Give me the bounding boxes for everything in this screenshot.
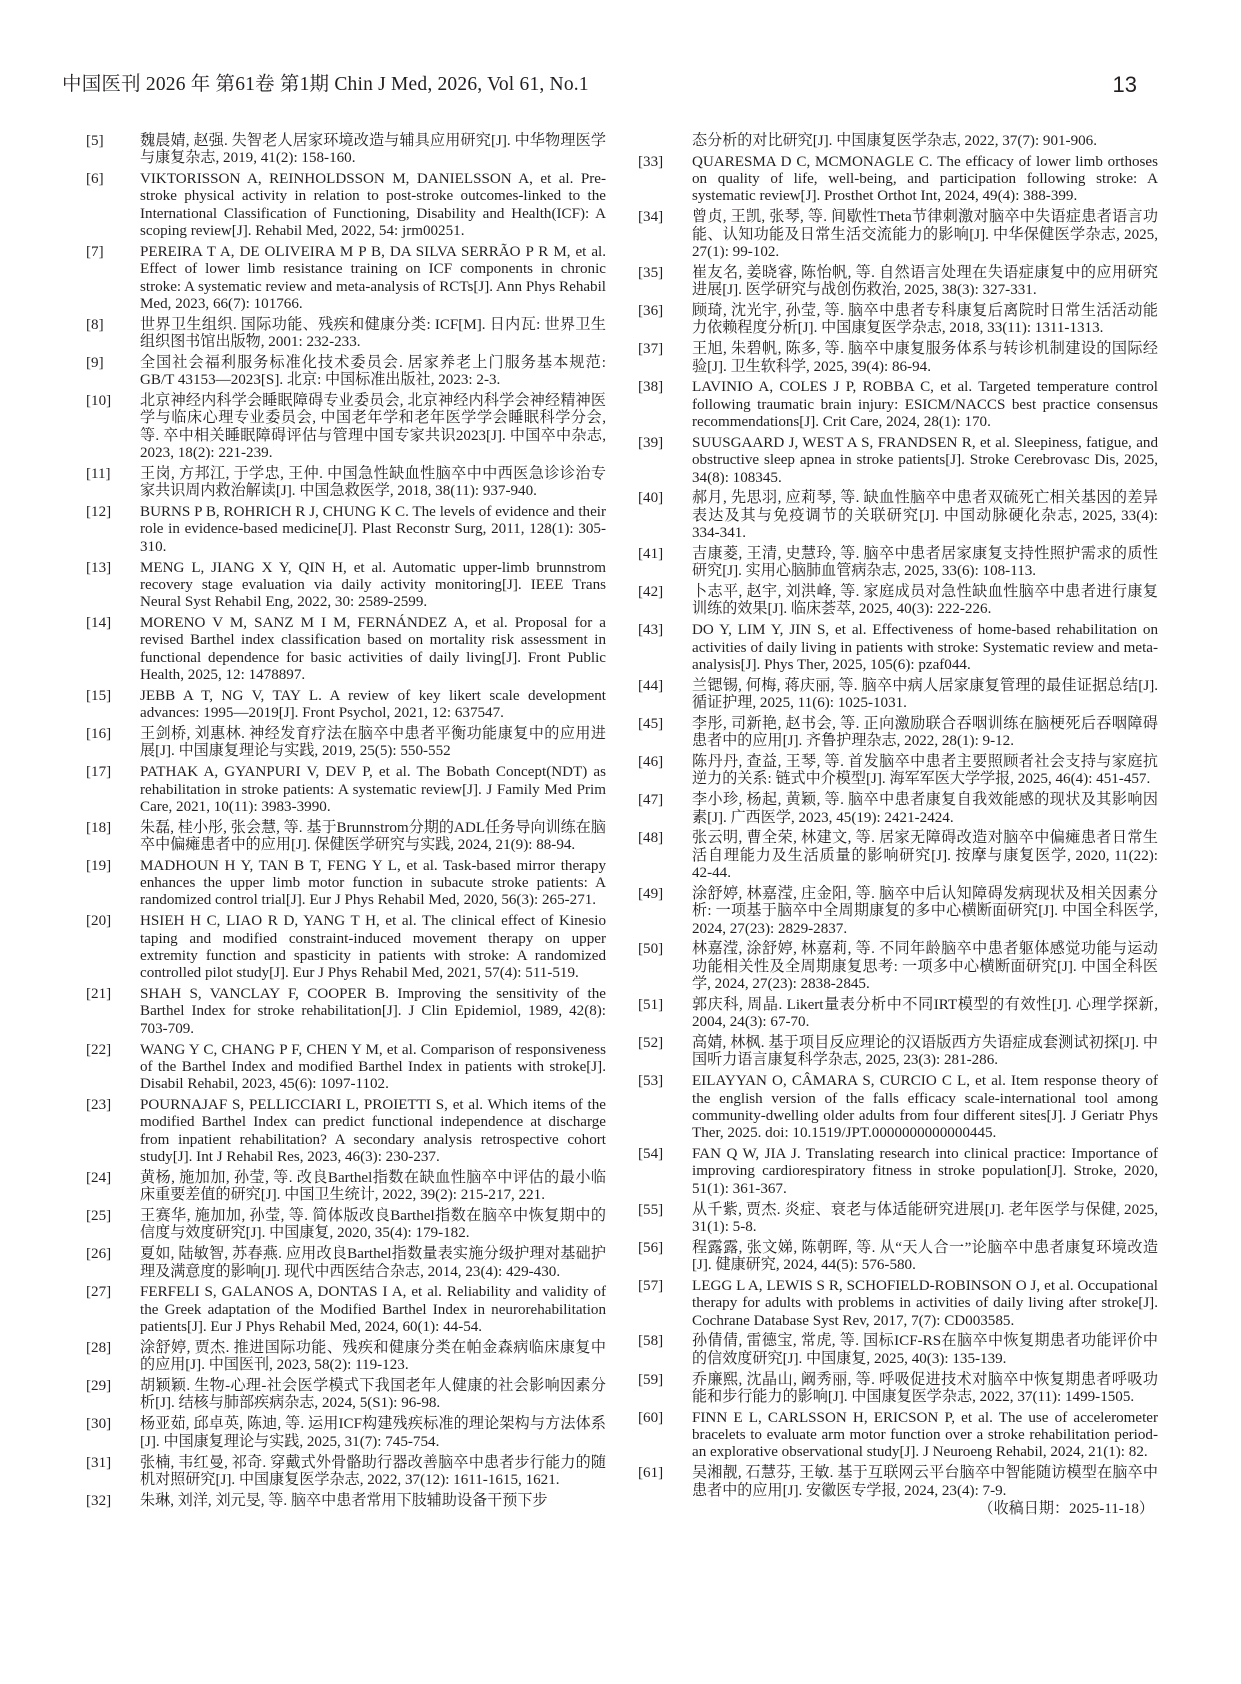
reference-item <box>86 1208 606 1243</box>
reference-number: [11] <box>86 465 111 482</box>
reference-number: [23] <box>86 1097 112 1114</box>
reference-number: [14] <box>86 615 112 632</box>
reference-text: 朱磊, 桂小彤, 张会慧, 等. 基于Brunnstrom分期的ADL任务导向训练在脑卒中偏瘫患者中的应用[J]. 保健医学研究与实践, 2024, 21(9): 88-94. <box>140 819 606 853</box>
reference-number: [17] <box>86 764 112 781</box>
reference-item <box>638 1073 1158 1142</box>
reference-item <box>638 490 1158 542</box>
reference-number: [27] <box>86 1284 112 1301</box>
reference-item <box>638 209 1158 261</box>
page-number: 13 <box>1112 72 1137 97</box>
reference-number: [40] <box>638 490 664 507</box>
reference-text: 李彤, 司新艳, 赵书会, 等. 正向激励联合吞咽训练在脑梗死后吞咽障碍患者中的应用[J]. 齐鲁护理杂志, 2022, 28(1): 9-12. <box>692 715 1158 750</box>
reference-item <box>86 1097 606 1166</box>
reference-item <box>638 1240 1158 1275</box>
reference-number: [7] <box>86 243 104 260</box>
reference-item <box>638 546 1158 581</box>
reference-number: [36] <box>638 303 664 320</box>
reference-number: [58] <box>638 1333 664 1350</box>
reference-item <box>86 764 606 816</box>
reference-text: 魏晨婧, 赵强. 失智老人居家环境改造与辅具应用研究[J]. 中华物理医学与康复杂志, 2019, 41(2): 158-160. <box>140 133 606 167</box>
reference-list-right <box>638 133 1158 1519</box>
reference-item <box>86 1493 606 1510</box>
reference-text: SUUSGAARD J, WEST A S, FRANDSEN R, et al. Sleepiness, fatigue, and obstructive sleep apnea in stroke patients[J]. Stroke Cerebrovasc Dis, 2025, 34(8): 108345. <box>692 434 1158 486</box>
reference-text: 郭庆科, 周晶. Likert量表分析中不同IRT模型的有效性[J]. 心理学探新, 2004, 24(3): 67-70. <box>692 996 1158 1031</box>
reference-number: [15] <box>86 687 112 704</box>
reference-number: [28] <box>86 1339 112 1356</box>
reference-item <box>86 133 606 168</box>
reference-text: VIKTORISSON A, REINHOLDSSON M, DANIELSSON A, et al. Pre-stroke physical activity in relation to post-stroke outcomes-linked to the International Classification of Functioning, Disability and Health(ICF): A scoping review[J]. Rehabil Med, 2022, 54: jrm00251. <box>140 171 606 240</box>
reference-text: 李小珍, 杨起, 黄颖, 等. 脑卒中患者康复自我效能感的现状及其影响因素[J]. 广西医学, 2023, 45(19): 2421-2424. <box>692 792 1158 826</box>
reference-text: EILAYYAN O, CÂMARA S, CURCIO C L, et al. Item response theory of the english version of the falls efficacy scale-international tool among community-dwelling older adults from four different sites[J]. J Geriatr Phys Ther, 2025. doi: 10.1519/JPT.0000000000000445. <box>692 1073 1158 1142</box>
reference-text: 程露露, 张文娣, 陈朝晖, 等. 从“天人合一”论脑卒中患者康复环境改造[J]. 健康研究, 2024, 44(5): 576-580. <box>692 1239 1158 1274</box>
reference-text: LEGG L A, LEWIS S R, SCHOFIELD-ROBINSON O J, et al. Occupational therapy for adults with problems in activities of daily living after stroke[J]. Cochrane Database Syst Rev, 2017, 7(7): CD003585. <box>692 1277 1158 1329</box>
reference-number: [32] <box>86 1492 112 1509</box>
reference-text: 高婧, 林枫. 基于项目反应理论的汉语版西方失语症成套测试初探[J]. 中国听力语言康复科学杂志, 2025, 23(3): 281-286. <box>692 1035 1158 1069</box>
reference-number: [10] <box>86 393 112 410</box>
reference-item <box>86 986 606 1038</box>
reference-number: [38] <box>638 379 664 396</box>
reference-text: MENG L, JIANG X Y, QIN H, et al. Automatic upper-limb brunnstrom recovery stage evaluation via daily activity monitoring[J]. IEEE Trans Neural Syst Rehabil Eng, 2022, 30: 2589-2599. <box>140 559 606 611</box>
page-header <box>62 68 1182 104</box>
reference-item <box>86 1378 606 1413</box>
reference-number: [35] <box>638 264 664 281</box>
received-date: （收稿日期：2025-11-18） <box>978 1501 1154 1518</box>
reference-number: [61] <box>638 1465 664 1482</box>
reference-number: [51] <box>638 996 664 1013</box>
reference-item <box>86 355 606 390</box>
reference-text: 胡颖颖. 生物-心理-社会医学模式下我国老年人健康的社会影响因素分析[J]. 结核与肺部疾病杂志, 2024, 5(S1): 96-98. <box>140 1378 606 1412</box>
reference-text: MORENO V M, SANZ M I M, FERNÁNDEZ A, et al. Proposal for a revised Barthel index classification based on mortality risk assessment in functional dependence for basic activities of daily living[J]. Front Public Health, 2025, 12: 1478897. <box>140 615 606 683</box>
reference-item <box>638 341 1158 376</box>
reference-item <box>638 584 1158 619</box>
reference-number: [30] <box>86 1416 112 1433</box>
reference-text: 曾贞, 王凯, 张琴, 等. 间歇性Theta节律刺激对脑卒中失语症患者语言功能、认知功能及日常生活交流能力的影响[J]. 中华保健医学杂志, 2025, 27(1): 99-102. <box>692 209 1158 260</box>
reference-number: [52] <box>638 1035 664 1052</box>
reference-text: 崔友名, 姜晓睿, 陈怡帆, 等. 自然语言处理在失语症康复中的应用研究进展[J]. 医学研究与战创伤救治, 2025, 38(3): 327-331. <box>692 264 1158 299</box>
reference-number: [54] <box>638 1146 664 1163</box>
reference-number: [33] <box>638 153 664 170</box>
reference-text: FINN E L, CARLSSON H, ERICSON P, et al. The use of accelerometer bracelets to evaluate arm motor function over a stroke rehabilitation period-an explorative observational study[J]. J Neuroeng Rehabil, 2024, 21(1): 82. <box>692 1409 1158 1461</box>
reference-number: [45] <box>638 715 664 732</box>
reference-item <box>638 830 1158 882</box>
reference-text: 林嘉滢, 涂舒婷, 林嘉莉, 等. 不同年龄脑卒中患者躯体感觉功能与运动功能相关性及全周期康复思考: 一项多中心横断面研究[J]. 中国全科医学, 2024, 27(23): 2838-2845. <box>692 941 1158 993</box>
reference-text: 朱琳, 刘洋, 刘元旻, 等. 脑卒中患者常用下肢辅助设备干预下步 <box>140 1492 548 1509</box>
reference-text: 涂舒婷, 贾杰. 推进国际功能、残疾和健康分类在帕金森病临床康复中的应用[J]. 中国医刊, 2023, 58(2): 119-123. <box>140 1339 606 1374</box>
reference-text: WANG Y C, CHANG P F, CHEN Y M, et al. Comparison of responsiveness of the Barthel Index and modified Barthel Index in patients with stroke[J]. Disabil Rehabil, 2023, 45(6): 1097-1102. <box>140 1041 606 1093</box>
reference-text: 孙倩倩, 雷德宝, 常虎, 等. 国标ICF-RS在脑卒中恢复期患者功能评价中的信效度研究[J]. 中国康复, 2025, 40(3): 135-139. <box>692 1333 1158 1367</box>
reference-number: [55] <box>638 1201 664 1218</box>
reference-item <box>86 1340 606 1375</box>
reference-item <box>86 1042 606 1094</box>
reference-item <box>86 1246 606 1281</box>
reference-text: PEREIRA T A, DE OLIVEIRA M P B, DA SILVA SERRÃO P R M, et al. Effect of lower limb resistance training on ICF components in chronic stroke: A systematic review and meta-analysis of RCTs[J]. Ann Phys Rehabil Med, 2023, 66(7): 101766. <box>140 243 606 312</box>
reference-item <box>638 133 1158 150</box>
reference-item <box>86 913 606 982</box>
reference-text: 王旭, 朱碧帆, 陈多, 等. 脑卒中康复服务体系与转诊机制建设的国际经验[J]. 卫生软科学, 2025, 39(4): 86-94. <box>692 341 1158 375</box>
reference-item <box>638 997 1158 1032</box>
reference-text: 卜志平, 赵宇, 刘洪峰, 等. 家庭成员对急性缺血性脑卒中患者进行康复训练的效果[J]. 临床荟萃, 2025, 40(3): 222-226. <box>692 584 1158 618</box>
reference-number: [12] <box>86 504 112 521</box>
reference-item <box>86 504 606 556</box>
reference-number: [5] <box>86 133 104 149</box>
reference-number: [9] <box>86 354 104 371</box>
reference-item <box>638 1465 1158 1500</box>
reference-item <box>638 303 1158 338</box>
running-title: 中国医刊 2026 年 第61卷 第1期 Chin J Med, 2026, Vol 61, No.1 <box>62 74 589 95</box>
reference-number: [43] <box>638 622 664 639</box>
reference-text: JEBB A T, NG V, TAY L. A review of key likert scale development advances: 1995—2019[J]. Front Psychol, 2021, 12: 637547. <box>140 687 606 722</box>
reference-number: [22] <box>86 1041 112 1058</box>
reference-item <box>638 1035 1158 1070</box>
reference-number: [29] <box>86 1378 112 1395</box>
reference-number: [16] <box>86 726 112 743</box>
reference-text: HSIEH H C, LIAO R D, YANG T H, et al. The clinical effect of Kinesio taping and modified constraint-induced movement therapy on upper extremity function and spasticity in patients with stroke: A randomized controlled pilot study[J]. Eur J Phys Rehabil Med, 2021, 57(4): 511-519. <box>140 913 606 982</box>
reference-number: [6] <box>86 171 104 188</box>
reference-number: [13] <box>86 559 112 576</box>
reference-number: [8] <box>86 316 104 333</box>
reference-number: [20] <box>86 913 112 930</box>
reference-item <box>86 820 606 855</box>
reference-item <box>638 1146 1158 1198</box>
reference-item <box>638 1372 1158 1407</box>
reference-item <box>86 726 606 761</box>
reference-text: 杨亚茹, 邱卓英, 陈迪, 等. 运用ICF构建残疾标准的理论架构与方法体系[J]. 中国康复理论与实践, 2025, 31(7): 745-754. <box>140 1416 606 1450</box>
reference-number: [46] <box>638 754 664 771</box>
reference-text: 从千紫, 贾杰. 炎症、衰老与体适能研究进展[J]. 老年医学与保健, 2025, 31(1): 5-8. <box>692 1201 1158 1235</box>
reference-number: [42] <box>638 584 664 601</box>
reference-number: [39] <box>638 434 664 451</box>
reference-text: SHAH S, VANCLAY F, COOPER B. Improving the sensitivity of the Barthel Index for stroke rehabilitation[J]. J Clin Epidemiol, 1989, 42(8): 703-709. <box>140 986 606 1037</box>
reference-number: [60] <box>638 1409 664 1426</box>
reference-text: 王赛华, 施加加, 孙莹, 等. 简体版改良Barthel指数在脑卒中恢复期中的信度与效度研究[J]. 中国康复, 2020, 35(4): 179-182. <box>140 1208 606 1242</box>
reference-text: 全国社会福利服务标准化技术委员会. 居家养老上门服务基本规范: GB/T 43153—2023[S]. 北京: 中国标准出版社, 2023: 2-3. <box>140 354 606 389</box>
reference-item <box>86 1170 606 1205</box>
reference-item <box>86 244 606 313</box>
reference-number: [37] <box>638 341 664 358</box>
reference-item <box>86 171 606 240</box>
reference-number: [26] <box>86 1246 112 1263</box>
reference-item <box>86 858 606 910</box>
reference-item <box>86 560 606 612</box>
reference-list-left <box>86 133 606 1514</box>
reference-number: [47] <box>638 792 664 809</box>
reference-number: [57] <box>638 1277 664 1294</box>
reference-text: QUARESMA D C, MCMONAGLE C. The efficacy of lower limb orthoses on quality of life, well-being, and participation following stroke: A systematic review[J]. Prosthet Orthot Int, 2024, 49(4): 388-399. <box>692 153 1158 205</box>
reference-item <box>638 1202 1158 1237</box>
reference-item <box>638 678 1158 713</box>
reference-text: 乔廉熙, 沈晶山, 阚秀丽, 等. 呼吸促进技术对脑卒中恢复期患者呼吸功能和步行能力的影响[J]. 中国康复医学杂志, 2022, 37(11): 1499-1505. <box>692 1371 1158 1405</box>
reference-item <box>638 622 1158 674</box>
reference-text: 张云明, 曹全荣, 林建文, 等. 居家无障碍改造对脑卒中偏瘫患者日常生活自理能力及生活质量的影响研究[J]. 按摩与康复医学, 2020, 11(22): 42-44. <box>692 830 1158 882</box>
reference-number: [18] <box>86 819 112 836</box>
reference-text: 吉康菱, 王清, 史慧玲, 等. 脑卒中患者居家康复支持性照护需求的质性研究[J]. 实用心脑肺血管病杂志, 2025, 33(6): 108-113. <box>692 545 1158 580</box>
reference-text: FERFELI S, GALANOS A, DONTAS I A, et al. Reliability and validity of the Greek adaptation of the Modified Barthel Index in neurorehabilitation patients[J]. Eur J Phys Rehabil Med, 2024, 60(1): 44-54. <box>140 1284 606 1336</box>
reference-text: MADHOUN H Y, TAN B T, FENG Y L, et al. Task-based mirror therapy enhances the upper limb motor function in subacute stroke patients: A randomized control trial[J]. Eur J Phys Rehabil Med, 2020, 56(3): 265-271. <box>140 857 606 909</box>
reference-item <box>638 792 1158 827</box>
reference-number: [41] <box>638 545 664 562</box>
reference-text: 态分析的对比研究[J]. 中国康复医学杂志, 2022, 37(7): 901-906. <box>692 133 1097 149</box>
reference-number: [48] <box>638 830 664 847</box>
reference-text: 黄杨, 施加加, 孙莹, 等. 改良Barthel指数在缺血性脑卒中评估的最小临床重要差值的研究[J]. 中国卫生统计, 2022, 39(2): 215-217, 221. <box>140 1169 606 1204</box>
reference-number: [21] <box>86 986 112 1003</box>
reference-item <box>86 1284 606 1336</box>
reference-text: 涂舒婷, 林嘉滢, 庄金阳, 等. 脑卒中后认知障碍发病现状及相关因素分析: 一项基于脑卒中全周期康复的多中心横断面研究[J]. 中国全科医学, 2024, 27(23): 2829-2837. <box>692 885 1158 937</box>
reference-item <box>86 1455 606 1490</box>
reference-number: [59] <box>638 1371 664 1388</box>
reference-number: [34] <box>638 209 664 226</box>
reference-item <box>638 1410 1158 1462</box>
reference-item <box>638 1333 1158 1368</box>
reference-item <box>86 1416 606 1451</box>
reference-number: [49] <box>638 885 664 902</box>
reference-item <box>86 466 606 501</box>
reference-number: [53] <box>638 1073 664 1090</box>
reference-item <box>86 615 606 684</box>
reference-text: 郝月, 先思羽, 应莉琴, 等. 缺血性脑卒中患者双硫死亡相关基因的差异表达及其与免疫调节的关联研究[J]. 中国动脉硬化杂志, 2025, 33(4): 334-341. <box>692 490 1158 541</box>
reference-number: [44] <box>638 677 664 694</box>
reference-text: POURNAJAF S, PELLICCIARI L, PROIETTI S, et al. Which items of the modified Barthel Index can predict functional independence at discharge from inpatient rehabilitation? A secondary analysis retrospective cohort study[J]. Int J Rehabil Res, 2023, 46(3): 230-237. <box>140 1097 606 1166</box>
reference-text: BURNS P B, ROHRICH R J, CHUNG K C. The levels of evidence and their role in evidence-based medicine[J]. Plast Reconstr Surg, 2011, 128(1): 305-310. <box>140 504 606 555</box>
reference-item <box>638 265 1158 300</box>
reference-item <box>86 393 606 462</box>
reference-number: [56] <box>638 1239 664 1256</box>
reference-item <box>638 435 1158 487</box>
reference-item <box>638 379 1158 431</box>
reference-text: 兰锶锡, 何梅, 蒋庆丽, 等. 脑卒中病人居家康复管理的最佳证据总结[J]. 循证护理, 2025, 11(6): 1025-1031. <box>692 677 1158 712</box>
reference-text: 北京神经内科学会睡眠障碍专业委员会, 北京神经内科学会神经精神医学与临床心理专业委员会, 中国老年学和老年医学学会睡眠科学分会, 等. 卒中相关睡眠障碍评估与管理中国专家共识2023[J]. 中国卒中杂志, 2023, 18(2): 221-239. <box>140 393 606 462</box>
reference-text: 吴湘靓, 石慧芬, 王敏. 基于互联网云平台脑卒中智能随访模型在脑卒中患者中的应用[J]. 安徽医专学报, 2024, 23(4): 7-9. <box>692 1465 1158 1499</box>
reference-number: [50] <box>638 941 664 958</box>
reference-number: [31] <box>86 1454 112 1471</box>
reference-item <box>638 754 1158 789</box>
reference-number: [25] <box>86 1208 112 1225</box>
reference-text: FAN Q W, JIA J. Translating research into clinical practice: Importance of improving cardiorespiratory fitness in stroke population[J]. Stroke, 2020, 51(1): 361-367. <box>692 1146 1158 1197</box>
reference-text: 夏如, 陆敏智, 苏春燕. 应用改良Barthel指数量表实施分级护理对基础护理及满意度的影响[J]. 现代中西医结合杂志, 2014, 23(4): 429-430. <box>140 1246 606 1280</box>
reference-item <box>638 1278 1158 1330</box>
reference-text: 王岗, 方邦江, 于学忠, 王仲. 中国急性缺血性脑卒中中西医急诊诊治专家共识周内救治解读[J]. 中国急救医学, 2018, 38(11): 937-940. <box>140 465 606 500</box>
reference-text: 王剑桥, 刘惠林. 神经发育疗法在脑卒中患者平衡功能康复中的应用进展[J]. 中国康复理论与实践, 2019, 25(5): 550-552 <box>140 726 606 760</box>
reference-text: LAVINIO A, COLES J P, ROBBA C, et al. Targeted temperature control following traumatic brain injury: ESICM/NACCS best practice consensus recommendations[J]. Crit Care, 2024, 28(1): 170. <box>692 379 1158 431</box>
reference-item <box>86 317 606 352</box>
reference-number: [24] <box>86 1169 112 1186</box>
reference-text: 张楠, 韦红曼, 祁奇. 穿戴式外骨骼助行器改善脑卒中患者步行能力的随机对照研究[J]. 中国康复医学杂志, 2022, 37(12): 1611-1615, 1621. <box>140 1454 606 1488</box>
reference-text: 顾琦, 沈光宇, 孙莹, 等. 脑卒中患者专科康复后离院时日常生活活动能力依赖程度分析[J]. 中国康复医学杂志, 2018, 33(11): 1311-1313. <box>692 303 1158 337</box>
reference-text: 陈丹丹, 查益, 王琴, 等. 首发脑卒中患者主要照顾者社会支持与家庭抗逆力的关系: 链式中介模型[J]. 海军军医大学学报, 2025, 46(4): 451-457. <box>692 754 1158 788</box>
reference-item <box>638 941 1158 993</box>
reference-item <box>638 886 1158 938</box>
reference-number: [19] <box>86 857 112 874</box>
reference-item <box>638 716 1158 751</box>
reference-text: PATHAK A, GYANPURI V, DEV P, et al. The Bobath Concept(NDT) as rehabilitation in stroke patients: A systematic review[J]. J Family Med Prim Care, 2021, 10(11): 3983-3990. <box>140 764 606 815</box>
reference-item <box>638 154 1158 206</box>
reference-item <box>86 688 606 723</box>
reference-text: 世界卫生组织. 国际功能、残疾和健康分类: ICF[M]. 日内瓦: 世界卫生组织图书馆出版物, 2001: 232-233. <box>140 316 606 351</box>
reference-text: DO Y, LIM Y, JIN S, et al. Effectiveness of home-based rehabilitation on activities of daily living in patients with stroke: Systematic review and meta-analysis[J]. Phys Ther, 2025, 105(6): pzaf044. <box>692 622 1158 673</box>
